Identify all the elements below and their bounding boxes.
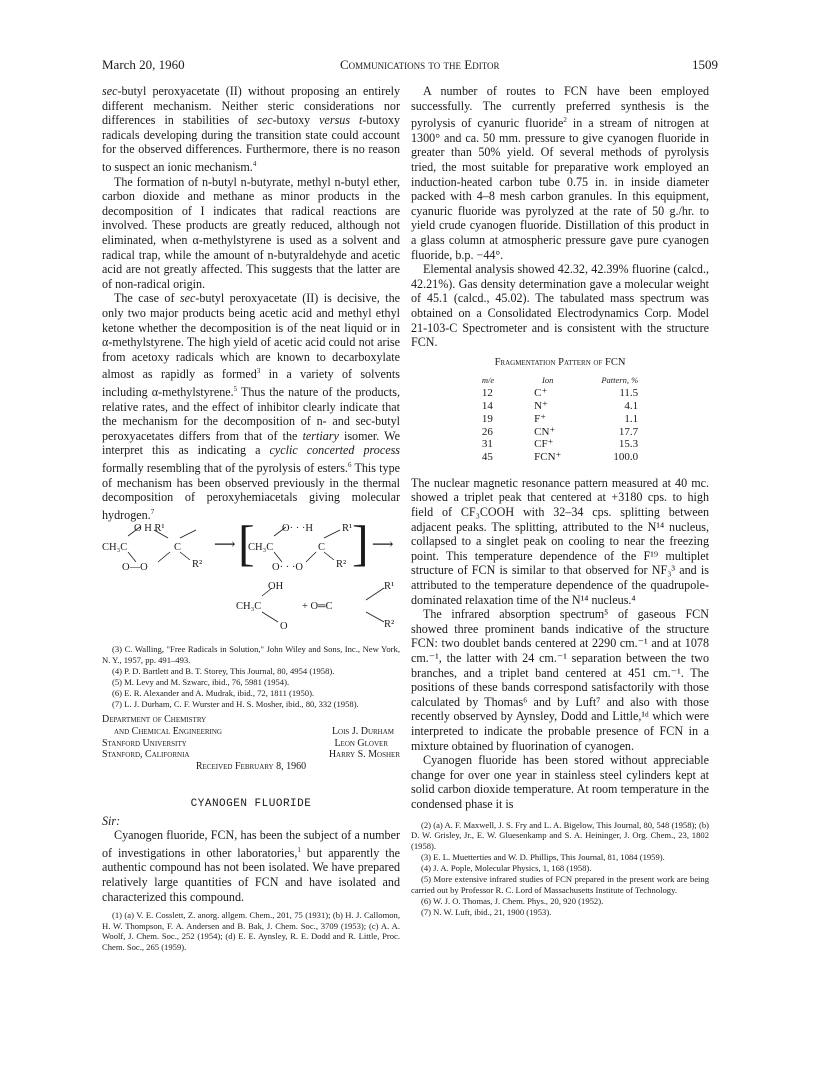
table-cell: CF⁺ [534, 438, 554, 451]
footnote: (2) (a) A. F. Maxwell, J. S. Fry and L. A. Bigelow, This Journal, 80, 548 (1958); (b) D. W. Grisley, Jr., E. W. Gluesenkamp and S. A. Heininger, J. Org. Chem., 23, 1802 (1958). [411, 819, 709, 851]
scheme-label: CH₃C [236, 601, 262, 613]
footnotes-block [102, 910, 400, 952]
table-cell: 4.1 [624, 399, 639, 412]
table-header-row [462, 374, 658, 387]
affiliation-line: and Chemical Engineering [114, 725, 222, 737]
left-column [102, 84, 400, 953]
paragraph: The nuclear magnetic resonance pattern measured at 40 mc. showed a triplet peak that centered at +3180 cps. to high field of CF₃COOH with 32–34 cps. splitting between adjacent peaks. The splitting, attributed to the N¹⁴ nucleus, collapsed to a singlet peak on cooling to near the freezing point. This temperature dependence of the F¹⁹ multiplet structure of FCN is similar to that observed for NF₃³ and is attributed to the temperature dependence of the quadrupole-dominated relaxation time of the N¹⁴ nucleus.⁴ [411, 475, 709, 607]
table-cell: 26 [481, 425, 493, 438]
table-row [462, 438, 658, 451]
affiliation-block [102, 714, 400, 773]
paragraph: A number of routes to FCN have been employed successfully. The currently preferred synthesis is the pyrolysis of cyanuric fluoride$^2$ in a stream of nitrogen at 1300° and ca. 50 mm. pressure to give cyanogen fluoride in greater than 50% yield. Of several methods of pyrolysis tried, the most suitable for preparative work employed an induction-heated carbon tube 0.75 in. in inside diameter packed with 4–8 mesh carbon granules. In this equipment, cyanuric fluoride was pyrolyzed at the rate of 50 g./hr. to yield crude cyanogen fluoride. Distillation of this product in a glass column at atmospheric pressure gave pure cyanogen fluoride, b.p. −44°. [411, 84, 709, 262]
footnote: (4) P. D. Bartlett and B. T. Storey, This Journal, 80, 4954 (1958). [112, 666, 335, 677]
table-cell: 45 [481, 451, 493, 464]
scheme-label: R¹ [384, 581, 395, 593]
footnote: (3) C. Walling, "Free Radicals in Solution," John Wiley and Sons, Inc., New York, N. Y., 1957, pp. 491–493. [102, 644, 400, 665]
column-header: Ion [542, 375, 554, 386]
table-cell: 14 [481, 399, 493, 412]
table-cell: 1.1 [624, 412, 639, 425]
arrow-icon: ⟶ [372, 537, 394, 554]
paragraph: The infrared absorption spectrum⁵ of gaseous FCN showed three prominent bands indicative of the structure FCN: two doublet bands centered at 2290 cm.⁻¹ and at 1078 cm.⁻¹, the latter with 24 cm.⁻¹ separation between the two branches, and a triplet band centered at 451 cm.⁻¹. The positions of these bands correspond satisfactorily with those calculated by Thomas⁶ and by Luft⁷ and also with those recently observed by Aynsley, Dodd and Little,¹ᵈ which were interpreted to indicate the probable presence of FCN in a mixture obtained by fluorination of cyanogen. [411, 607, 709, 753]
table-cell: 12 [481, 387, 493, 400]
scheme-label: CH₃C [248, 542, 274, 554]
paragraph: Elemental analysis showed 42.32, 42.39% fluorine (calcd., 42.21%). Gas density determination gave a molecular weight of 45.1 (calcd., 45.02). The tabulated mass spectrum was obtained on a Consolidated Electrodynamics Corp. Model 21-103-C Spectrometer and is consistent with the structure FCN. [411, 262, 709, 350]
scheme-label: R² [192, 559, 203, 571]
arrow-icon: ⟶ [214, 537, 236, 554]
table-row [462, 400, 658, 413]
footnote: (6) E. R. Alexander and A. Mudrak, ibid., 72, 1811 (1950). [112, 688, 315, 699]
table-cell: 19 [481, 412, 493, 425]
table-row [462, 426, 658, 439]
scheme-label: OH [268, 581, 284, 593]
affiliation-line: Department of Chemistry [102, 713, 207, 725]
table-cell: F⁺ [534, 412, 547, 425]
paragraph: Cyanogen fluoride has been stored without appreciable change for over one year in stainless steel cylinders kept at solid carbon dioxide temperature. At room temperature in the condensed phase it is [411, 753, 709, 811]
right-column [411, 84, 709, 918]
footnote: (7) N. W. Luft, ibid., 21, 1900 (1953). [421, 906, 552, 917]
fragmentation-table [462, 374, 658, 464]
bracket-left: [ [238, 515, 255, 572]
scheme-label: C [174, 542, 182, 554]
reaction-scheme [102, 515, 400, 640]
scheme-label: + O═C [302, 601, 333, 613]
footnote: (5) More extensive infrared studies of FCN prepared in the present work are being carried out by Professor R. C. Lord of Massachusetts Institute of Technology. [411, 874, 709, 895]
footnote: (5) M. Levy and M. Szwarc, ibid., 76, 5981 (1954). [112, 677, 290, 688]
scheme-label: O—O [122, 562, 148, 574]
bond-lines [102, 522, 400, 640]
column-header: Pattern, % [601, 375, 639, 386]
table-cell: 15.3 [618, 438, 639, 451]
bracket-right: ] [352, 515, 369, 572]
table-row [462, 451, 658, 464]
table-cell: 11.5 [619, 387, 639, 400]
fragmentation-table-block [411, 356, 709, 464]
table-cell: N⁺ [534, 399, 548, 412]
received-date: Received February 8, 1960 [195, 761, 307, 773]
column-header: m/e [481, 375, 495, 386]
table-row [462, 413, 658, 426]
scheme-label: C [318, 542, 326, 554]
table-cell: FCN⁺ [534, 451, 562, 464]
footnote: (7) L. J. Durham, C. F. Wurster and H. S. Mosher, ibid., 80, 332 (1958). [112, 699, 359, 710]
header-section: Communications to the Editor [340, 57, 500, 72]
salutation: Sir: [102, 813, 121, 828]
page-number: 1509 [692, 57, 718, 72]
paragraph: sec-butyl peroxyacetate (II) without proposing an entirely different mechanism. Neither steric considerations nor differences in stabilities of sec-butoxy versus t-butoxy radicals developing during the transition state could account for the observed differences. Furthermore, there is no reason to suspect an ionic mechanism.$^4$ [102, 84, 400, 174]
table-cell: 100.0 [613, 451, 639, 464]
author-name: Lois J. Durham [331, 725, 394, 737]
affiliation-line: Stanford University [102, 737, 187, 749]
footnote: (4) J. A. Pople, Molecular Physics, 1, 168 (1958). [421, 862, 592, 873]
table-cell: CN⁺ [534, 425, 556, 438]
scheme-label: R¹ [342, 523, 353, 535]
author-name: Harry S. Mosher [328, 749, 400, 761]
footnote: (3) E. L. Muetterties and W. D. Phillips, This Journal, 81, 1084 (1959). [421, 851, 665, 862]
header-date: March 20, 1960 [102, 57, 185, 72]
scheme-label: CH₃C [102, 542, 128, 554]
table-cell: C⁺ [534, 387, 548, 400]
table-row [462, 387, 658, 400]
paragraph: The case of sec-butyl peroxyacetate (II) is decisive, the only two major products being acetic acid and methyl ethyl ketone whether the decomposition is of the neat liquid or in α-methylstyrene. The high yield of acetic acid could not arise from acetoxy radicals which are known to decarboxylate almost as rapidly as formed$^3$ in a variety of solvents including α-methylstyrene.$^5$ Thus the nature of the products, relative rates, and the effect of inhibitor clearly indicate that the mechanism for the decomposition of n- and sec-butyl peroxyacetates differs from that of the tertiary isomer. We interpret this as indicating a cyclic concerted process formally resembling that of the pyrolysis of esters.$^6$ This type of mechanism has been observed previously in the thermal decomposition of peroxyhemiacetals giving molecular hydrogen.$^7$ [102, 291, 401, 522]
footnotes-block [411, 820, 709, 918]
scheme-label: R² [384, 619, 395, 631]
scheme-label: O [280, 621, 288, 633]
table-cell: 31 [481, 438, 493, 451]
footnotes-block [102, 644, 400, 710]
article-title: CYANOGEN FLUORIDE [190, 797, 312, 810]
paragraph: The formation of n-butyl n-butyrate, methyl n-butyl ether, carbon dioxide and methane as minor products in the decomposition of I indicates that radical reactions are involved. These products are greatly reduced, although not eliminated, when α-methylstyrene is used as a solvent and radical trap, while the amount of n-butyraldehyde and acetic acid are not greatly affected. This suggests that the latter are of non-radical origin. [102, 174, 400, 291]
paragraph: Cyanogen fluoride, FCN, has been the subject of a number of investigations in other laboratories,$^1$ but apparently the authentic compound has not been isolated. We have prepared relatively large quantities of FCN and have isolated and characterized this compound. [102, 828, 401, 904]
table-caption: Fragmentation Pattern of FCN [494, 356, 626, 368]
table-cell: 17.7 [618, 425, 639, 438]
author-name: Leon Glover [334, 737, 388, 749]
footnote: (6) W. J. O. Thomas, J. Chem. Phys., 20, 920 (1952). [421, 895, 604, 906]
affiliation-line: Stanford, California [102, 749, 190, 761]
scheme-label: O H R¹ [134, 523, 165, 535]
scheme-label: O· · ·O [272, 562, 303, 574]
scheme-label: R² [336, 559, 347, 571]
scheme-label: O· · ·H [282, 523, 313, 535]
footnote: (1) (a) V. E. Cosslett, Z. anorg. allgem. Chem., 201, 75 (1931); (b) H. J. Callomon, H. W. Thompson, F. A. Andersen and B. Bak, J. Chem. Soc., 3709 (1953); (c) A. A. Woolf, J. Chem. Soc., 252 (1954); (d) E. E. Aynsley, R. E. Dodd and R. Little, Proc. Chem. Soc., 265 (1959). [102, 910, 400, 952]
